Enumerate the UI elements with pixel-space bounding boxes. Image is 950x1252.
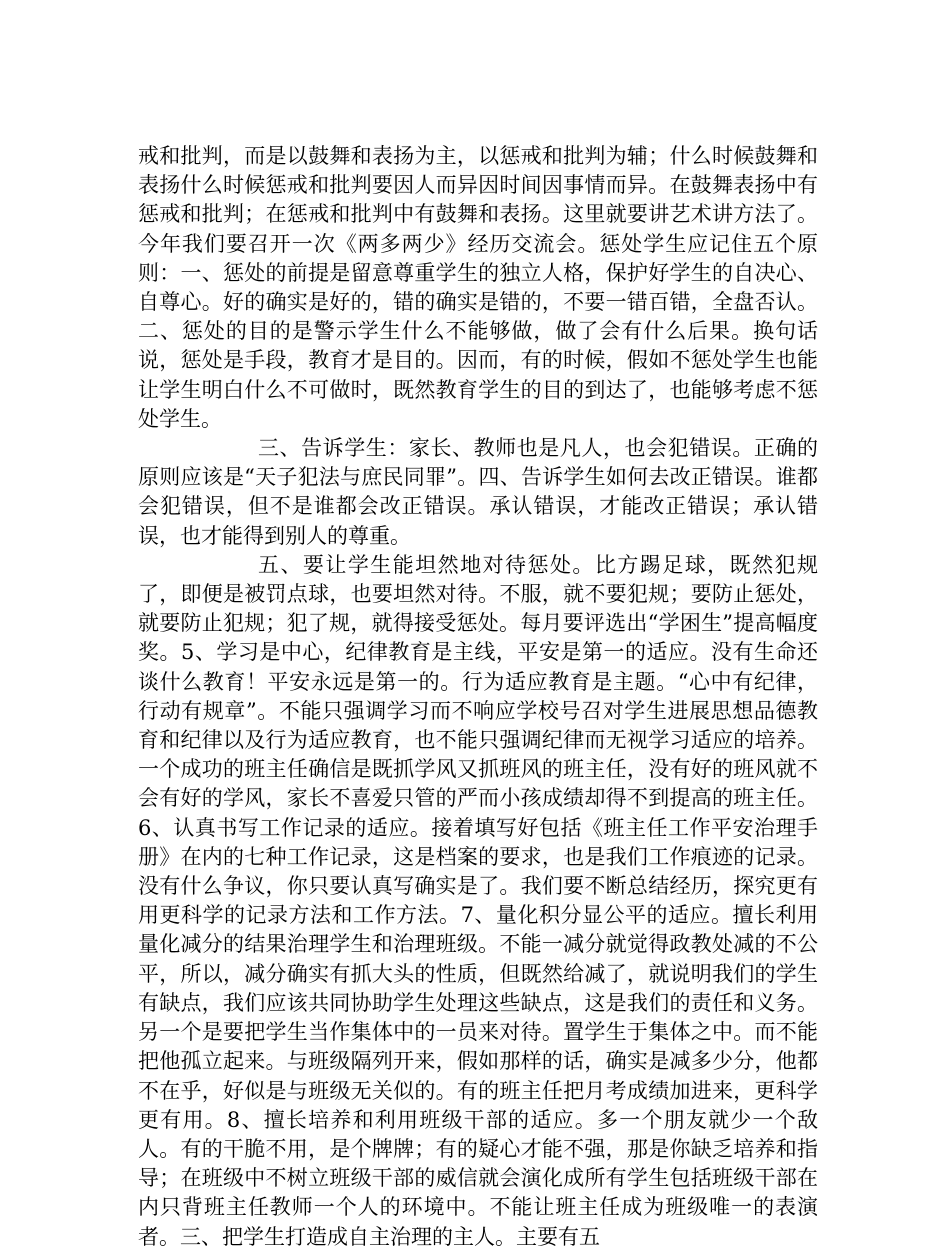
paragraph-2: 三、告诉学生：家长、教师也是凡人，也会犯错误。正确的原则应该是“天子犯法与庶民同罪”。四、告诉学生如何去改正错误。谁都会犯错误，但不是谁都会改正错误。承认错误，才能改正错误；承认错误，也才能得到别人的尊重。: [138, 436, 818, 548]
document-page: [138, 142, 818, 1252]
paragraph-1: 戒和批判，而是以鼓舞和表扬为主，以惩戒和批判为辅；什么时候鼓舞和表扬什么时候惩戒和批判要因人而异因时间因事情而异。在鼓舞表扬中有惩戒和批判；在惩戒和批判中有鼓舞和表扬。这里就要讲艺术讲方法了。今年我们要召开一次《两多两少》经历交流会。惩处学生应记住五个原则：一、惩处的前提是留意尊重学生的独立人格，保护好学生的自决心、自尊心。好的确实是好的，错的确实是错的，不要一错百错，全盘否认。二、惩处的目的是警示学生什么不能够做，做了会有什么后果。换句话说，惩处是手段，教育才是目的。因而，有的时候，假如不惩处学生也能让学生明白什么不可做时，既然教育学生的目的到达了，也能够考虑不惩处学生。: [138, 144, 818, 431]
paragraph-3: 五、要让学生能坦然地对待惩处。比方踢足球，既然犯规了，即便是被罚点球，也要坦然对待。不服，就不要犯规；要防止惩处，就要防止犯规；犯了规，就得接受惩处。每月要评选出“学困生”提高幅度奖。5、学习是中心，纪律教育是主线，平安是第一的适应。没有生命还谈什么教育！平安永远是第一的。行为适应教育是主题。“心中有纪律，行动有规章”。不能只强调学习而不响应学校号召对学生进展思想品德教育和纪律以及行为适应教育，也不能只强调纪律而无视学习适应的培养。一个成功的班主任确信是既抓学风又抓班风的班主任，没有好的班风就不会有好的学风，家长不喜爱只管的严而小孩成绩却得不到提高的班主任。6、认真书写工作记录的适应。接着填写好包括《班主任工作平安治理手册》在内的七种工作记录，这是档案的要求，也是我们工作痕迹的记录。没有什么争议，你只要认真写确实是了。我们要不断总结经历，探究更有用更科学的记录方法和工作方法。7、量化积分显公平的适应。擅长利用量化减分的结果治理学生和治理班级。不能一减分就觉得政教处减的不公平，所以，减分确实有抓大头的性质，但既然给减了，就说明我们的学生有缺点，我们应该共同协助学生处理这些缺点，这是我们的责任和义务。另一个是要把学生当作集体中的一员来对待。置学生于集体之中。而不能把他孤立起来。与班级隔列开来，假如那样的话，确实是减多少分，他都不在乎，好似是与班级无关似的。有的班主任把月考成绩加进来，更科学更有用。8、擅长培养和利用班级干部的适应。多一个朋友就少一个敌人。有的干脆不用，是个牌牌；有的疑心才能不强，那是你缺乏培养和指导；在班级中不树立班级干部的威信就会演化成所有学生包括班级干部在内只背班主任教师一个人的环境中。不能让班主任成为班级唯一的表演者。三、把学生打造成自主治理的主人。主要有五: [138, 552, 818, 1249]
